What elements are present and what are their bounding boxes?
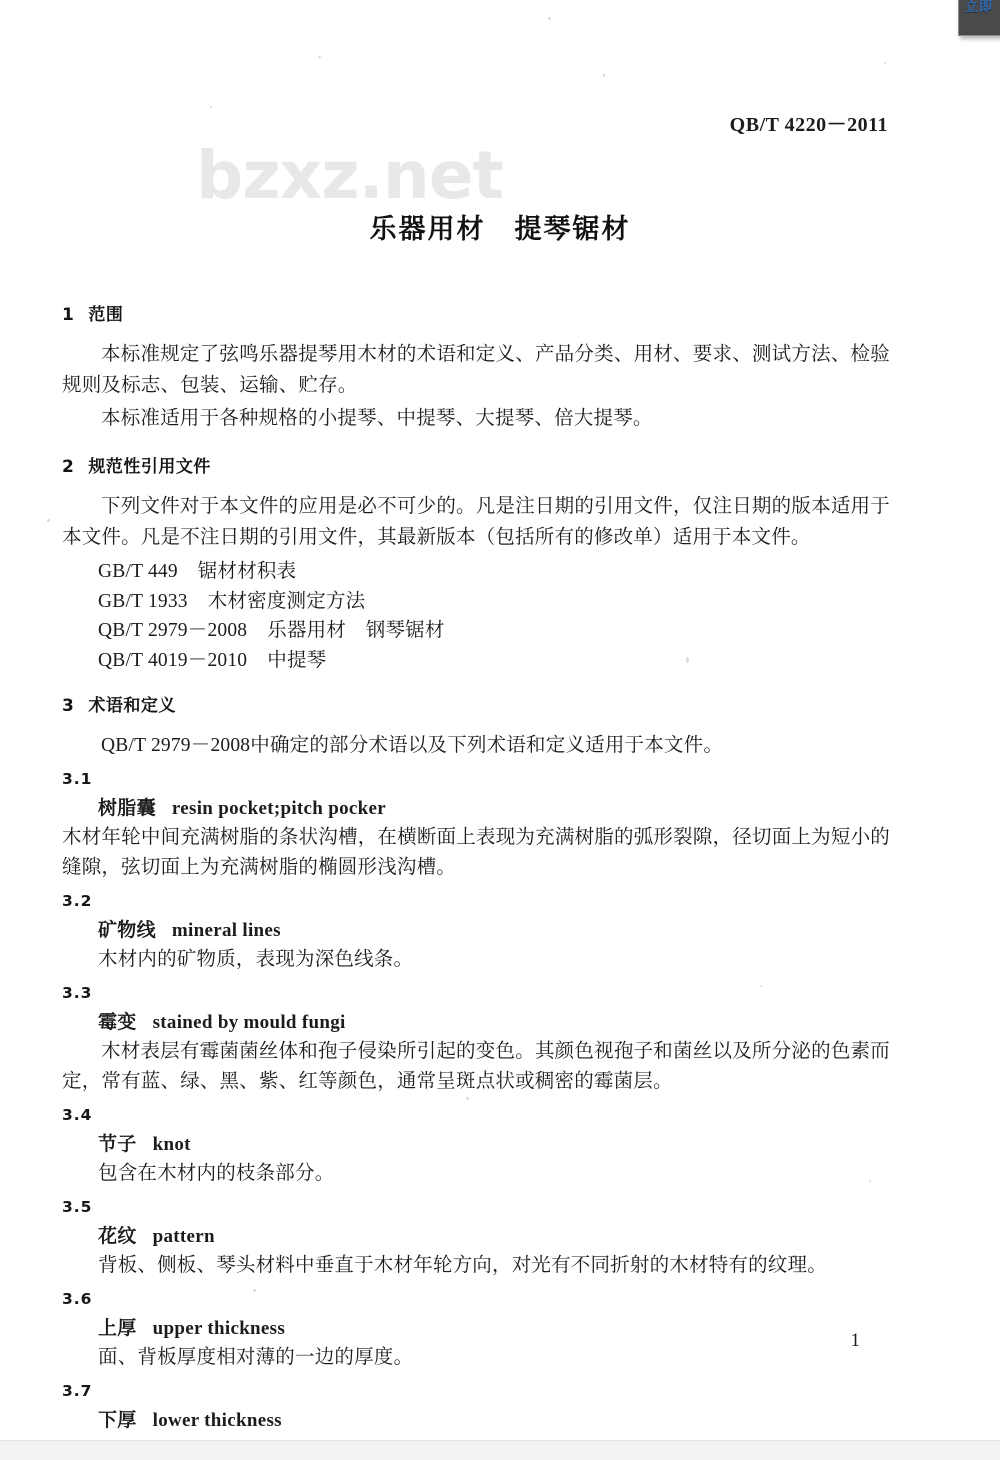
term-definition: 背板、侧板、琴头材料中垂直于木材年轮方向，对光有不同折射的木材特有的纹理。 — [98, 1255, 827, 1276]
normative-references-paragraph: 下列文件对于本文件的应用是必不可少的。凡是注日期的引用文件，仅注日期的版本适用于本文件。凡是不注日期的引用文件，其最新版本（包括所有的修改单）适用于本文件。 — [62, 496, 890, 548]
scan-speck — [318, 56, 321, 58]
scan-speck — [884, 62, 886, 64]
reference-name: 木材密度测定方法 — [207, 590, 366, 612]
term-title — [98, 793, 890, 820]
section-number: 3 — [62, 696, 75, 716]
list-item — [98, 557, 890, 587]
term-cn: 上厚 — [98, 1318, 137, 1339]
reference-code: GB/T 1933 — [98, 590, 188, 612]
term-en: upper thickness — [152, 1318, 286, 1339]
term-cn: 矿物线 — [98, 920, 156, 941]
reference-code: QB/T 4019－2010 — [98, 649, 248, 671]
term-definition: 木材年轮中间充满树脂的条状沟槽，在横断面上表现为充满树脂的弧形裂隙，径切面上为短小的缝隙，弦切面上为充满树脂的椭圆形浅沟槽。 — [62, 827, 890, 878]
section-heading-normative-references — [62, 452, 890, 477]
term-en: mineral lines — [171, 920, 281, 941]
list-item — [98, 616, 890, 646]
term-title — [98, 1007, 890, 1034]
section-number: 1 — [62, 305, 75, 325]
term-title — [98, 1405, 890, 1432]
term-title — [98, 1221, 890, 1248]
terms-intro-paragraph: QB/T 2979－2008中确定的部分术语以及下列术语和定义适用于本文件。 — [101, 735, 724, 756]
term-en: resin pocket;pitch pocker — [171, 798, 386, 819]
term-cn: 下厚 — [98, 1410, 137, 1431]
term-en: lower thickness — [152, 1410, 282, 1431]
term-number: 3.4 — [62, 1106, 93, 1124]
term-number: 3.1 — [62, 770, 93, 788]
term-cn: 节子 — [98, 1134, 137, 1155]
reference-name: 乐器用材 钢琴锯材 — [267, 620, 445, 641]
term-en: stained by mould fungi — [152, 1012, 346, 1033]
spacer — [62, 436, 890, 452]
term-definition: 面、背板厚度相对薄的一边的厚度。 — [98, 1347, 414, 1368]
reference-code: GB/T 449 — [98, 561, 178, 582]
term-title — [98, 1313, 890, 1340]
list-item — [98, 646, 890, 676]
scan-speck — [548, 17, 551, 20]
reference-code: QB/T 2979－2008 — [98, 620, 248, 641]
corner-overlay-badge[interactable] — [958, 0, 1000, 36]
spacer — [62, 675, 890, 691]
page-bottom-edge — [0, 1440, 1000, 1460]
term-number: 3.5 — [62, 1198, 93, 1216]
scope-paragraph-2: 本标准适用于各种规格的小提琴、中提琴、大提琴、倍大提琴。 — [101, 408, 653, 429]
document-body — [62, 300, 890, 1435]
term-title — [98, 915, 890, 942]
scope-paragraph-1: 本标准规定了弦鸣乐器提琴用木材的术语和定义、产品分类、用材、要求、测试方法、检验规则及标志、包装、运输、贮存。 — [62, 344, 890, 396]
term-number: 3.6 — [62, 1290, 93, 1308]
watermark: bzxz.net — [196, 137, 504, 214]
section-title: 范围 — [88, 305, 124, 325]
term-title — [98, 1129, 890, 1156]
term-cn: 霉变 — [98, 1012, 137, 1033]
term-cn: 树脂囊 — [98, 798, 156, 819]
reference-name: 锯材材积表 — [197, 561, 297, 582]
term-en: knot — [152, 1134, 191, 1155]
corner-overlay-label: 立即 — [965, 0, 994, 14]
section-heading-terms-and-definitions — [62, 691, 890, 716]
section-title: 规范性引用文件 — [88, 457, 211, 477]
standard-number: QB/T 4220－2011 — [729, 114, 888, 136]
term-definition: 包含在木材内的枝条部分。 — [98, 1163, 335, 1184]
term-en: pattern — [152, 1226, 215, 1247]
scan-speck — [210, 106, 212, 108]
reference-list — [62, 557, 890, 675]
term-number: 3.7 — [62, 1382, 93, 1400]
reference-name: 中提琴 — [267, 649, 327, 671]
page-number: 1 — [850, 1330, 860, 1351]
list-item — [98, 587, 890, 617]
scan-speck — [47, 519, 50, 522]
section-heading-scope — [62, 300, 890, 325]
term-number: 3.2 — [62, 892, 93, 910]
scan-speck — [603, 74, 605, 77]
term-definition: 木材表层有霉菌菌丝体和孢子侵染所引起的变色。其颜色视孢子和菌丝以及所分泌的色素而定，常有蓝、绿、黑、紫、红等颜色，通常呈斑点状或稠密的霉菌层。 — [62, 1041, 890, 1092]
section-number: 2 — [62, 457, 75, 477]
term-number: 3.3 — [62, 984, 93, 1002]
term-cn: 花纹 — [98, 1226, 137, 1247]
section-title: 术语和定义 — [88, 696, 176, 716]
page-title: 乐器用材 提琴锯材 — [369, 214, 631, 245]
term-definition: 木材内的矿物质，表现为深色线条。 — [98, 949, 414, 970]
